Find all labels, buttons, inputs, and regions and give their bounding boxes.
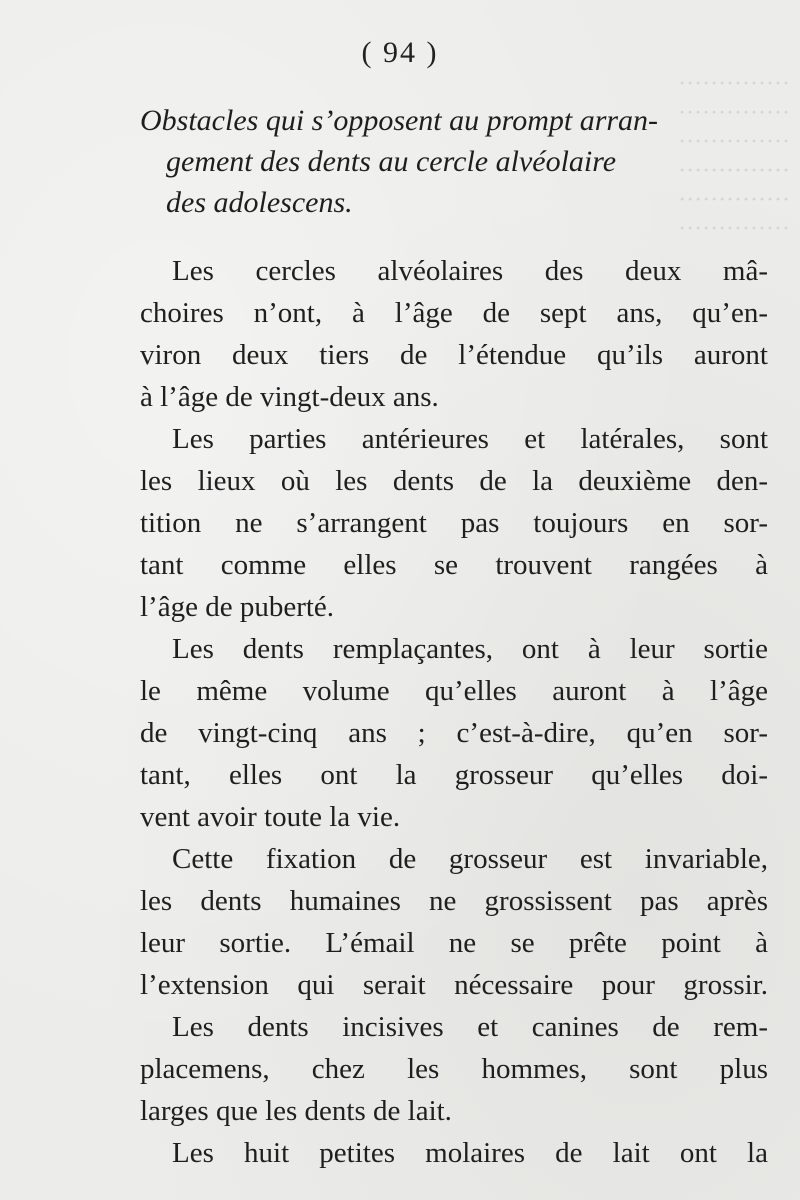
text-line: Les dents incisives et canines de rem-: [172, 1011, 768, 1043]
text-line: les dents humaines ne grossissent pas après: [140, 885, 768, 917]
title-line: gement des dents au cercle alvéolaire: [166, 145, 617, 178]
title-line: Obstacles qui s’opposent au prompt arran-: [140, 104, 659, 137]
text-line: tant comme elles se trouvent rangées à: [140, 549, 768, 581]
text-line: l’extension qui serait nécessaire pour grossir.: [140, 969, 768, 1001]
text-line: Les cercles alvéolaires des deux mâ-: [172, 255, 768, 287]
text-line: de vingt-cinq ans ; c’est-à-dire, qu’en sor-: [140, 717, 768, 749]
section-title: [140, 100, 765, 223]
title-line: des adolescens.: [166, 186, 353, 219]
text-line: tition ne s’arrangent pas toujours en sor-: [140, 507, 768, 539]
text-line: à l’âge de vingt-deux ans.: [140, 381, 439, 413]
text-line: Les huit petites molaires de lait ont la: [172, 1137, 768, 1169]
text-line: tant, elles ont la grosseur qu’elles doi-: [140, 759, 768, 791]
page-number: ( 94 ): [361, 36, 439, 69]
text-line: vent avoir toute la vie.: [140, 801, 401, 833]
text-line: le même volume qu’elles auront à l’âge: [140, 675, 768, 707]
text-line: Les parties antérieures et latérales, sont: [172, 423, 768, 455]
text-line: les lieux où les dents de la deuxième den-: [140, 465, 768, 497]
text-line: choires n’ont, à l’âge de sept ans, qu’en-: [140, 297, 768, 329]
text-line: Les dents remplaçantes, ont à leur sortie: [172, 633, 768, 665]
text-line: leur sortie. L’émail ne se prête point à: [140, 927, 768, 959]
text-line: Cette fixation de grosseur est invariable,: [172, 843, 768, 875]
text-line: placemens, chez les hommes, sont plus: [140, 1053, 768, 1085]
show-through-text: ·············· ·············· ·············· ·············· ·············· ··············: [678, 71, 790, 242]
text-line: viron deux tiers de l’étendue qu’ils auront: [140, 339, 768, 371]
text-line: l’âge de puberté.: [140, 591, 335, 623]
text-line: larges que les dents de lait.: [140, 1095, 452, 1127]
